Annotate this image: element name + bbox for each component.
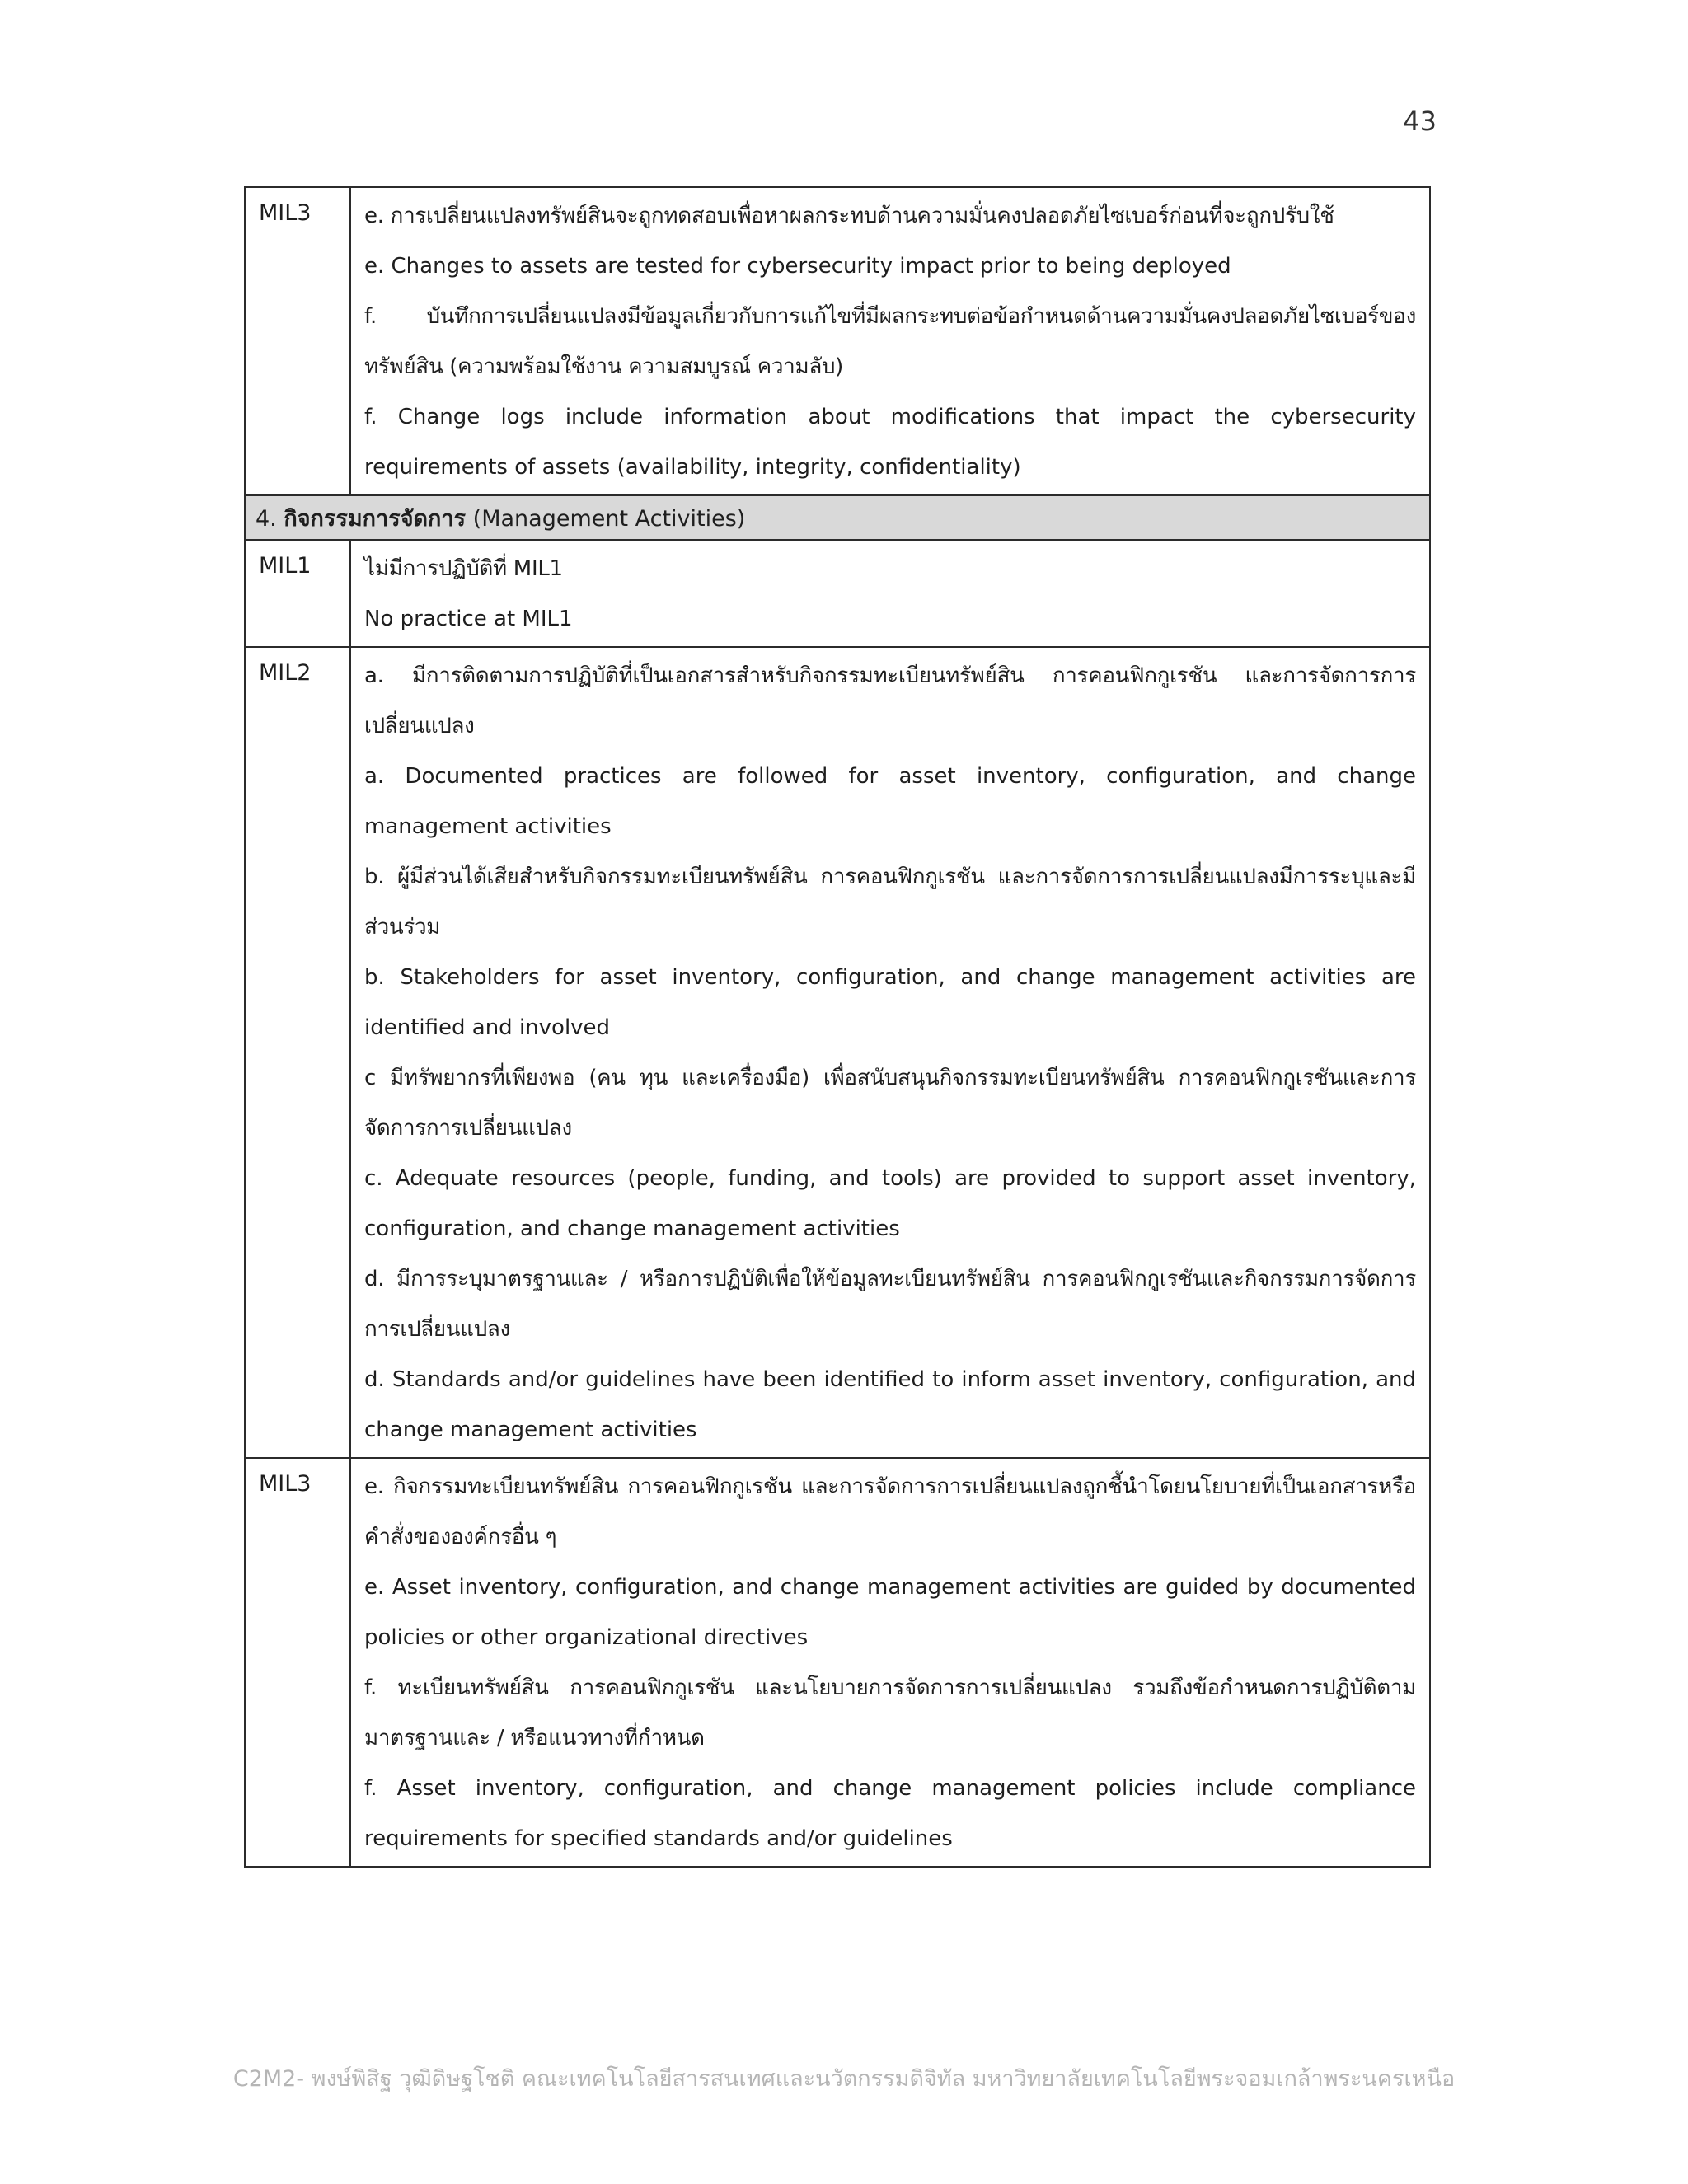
section-header bbox=[245, 495, 1430, 540]
section-header-row bbox=[245, 495, 1430, 540]
practice-text-th: d. มีการระบุมาตรฐานและ / หรือการปฏิบัติเพื่อให้ข้อมูลทะเบียนทรัพย์สิน การคอนฟิกกูเรชันและกิจกรรมการจัดการการเปลี่ยนแปลง bbox=[364, 1267, 1416, 1342]
practice-text-en: e. Asset inventory, configuration, and change management activities are guided by documented policies or other organizational directives bbox=[364, 1575, 1416, 1650]
practice-text-th: ไม่มีการปฏิบัติที่ MIL1 bbox=[364, 556, 563, 581]
page-footer: C2M2- พงษ์พิสิฐ วุฒิดิษฐโชติ คณะเทคโนโลยีสารสนเทศและนวัตกรรมดิจิทัล มหาวิทยาลัยเทคโนโลยีพระจอมเกล้าพระนครเหนือ bbox=[232, 2066, 1456, 2092]
level-cell: MIL3 bbox=[245, 1458, 350, 1867]
maturity-table bbox=[244, 186, 1431, 1868]
practice-text-th: f. บันทึกการเปลี่ยนแปลงมีข้อมูลเกี่ยวกับการแก้ไขที่มีผลกระทบต่อข้อกำหนดด้านความมั่นคงปลอดภัยไซเบอร์ของทรัพย์สิน (ความพร้อมใช้งาน ความสมบูรณ์ ความลับ) bbox=[364, 304, 1416, 379]
practice-text-th: e. การเปลี่ยนแปลงทรัพย์สินจะถูกทดสอบเพื่อหาผลกระทบด้านความมั่นคงปลอดภัยไซเบอร์ก่อนที่จะถูกปรับใช้ bbox=[364, 204, 1334, 228]
practice-cell bbox=[350, 647, 1430, 1458]
section-number: 4. bbox=[256, 505, 277, 532]
section-title-en: (Management Activities) bbox=[472, 505, 746, 532]
level-cell: MIL2 bbox=[245, 647, 350, 1458]
practice-text-th: b. ผู้มีส่วนได้เสียสำหรับกิจกรรมทะเบียนทรัพย์สิน การคอนฟิกกูเรชัน และการจัดการการเปลี่ยนแปลงมีการระบุและมีส่วนร่วม bbox=[364, 865, 1416, 940]
practice-text-en: f. Asset inventory, configuration, and change management policies include compliance requirements for specified standards and/or guidelines bbox=[364, 1776, 1416, 1851]
practice-text-en: f. Change logs include information about modifications that impact the cybersecurity requirements of assets (availability, integrity, confidentiality) bbox=[364, 405, 1416, 480]
table-row bbox=[245, 187, 1430, 495]
practice-text-en: b. Stakeholders for asset inventory, configuration, and change management activities are identified and involved bbox=[364, 965, 1416, 1040]
practice-text-en: d. Standards and/or guidelines have been identified to inform asset inventory, configuration, and change management activities bbox=[364, 1367, 1416, 1442]
practice-text-th: e. กิจกรรมทะเบียนทรัพย์สิน การคอนฟิกกูเรชัน และการจัดการการเปลี่ยนแปลงถูกชี้นำโดยนโยบายที่เป็นเอกสารหรือคำสั่งขององค์กรอื่น ๆ bbox=[364, 1474, 1416, 1549]
practice-text-en: No practice at MIL1 bbox=[364, 607, 573, 631]
practice-text-en: c. Adequate resources (people, funding, and tools) are provided to support asset inventory, configuration, and change management activities bbox=[364, 1166, 1416, 1241]
level-cell: MIL1 bbox=[245, 540, 350, 647]
table-row bbox=[245, 647, 1430, 1458]
level-cell: MIL3 bbox=[245, 187, 350, 495]
practice-text-th: a. มีการติดตามการปฏิบัติที่เป็นเอกสารสำหรับกิจกรรมทะเบียนทรัพย์สิน การคอนฟิกกูเรชัน และการจัดการการเปลี่ยนแปลง bbox=[364, 663, 1416, 738]
section-title-th: กิจกรรมการจัดการ bbox=[284, 505, 467, 532]
practice-cell bbox=[350, 540, 1430, 647]
page-number: 43 bbox=[1403, 105, 1437, 137]
practice-cell bbox=[350, 1458, 1430, 1867]
practice-cell bbox=[350, 187, 1430, 495]
practice-text-en: a. Documented practices are followed for asset inventory, configuration, and change management activities bbox=[364, 764, 1416, 839]
table-row bbox=[245, 540, 1430, 647]
practice-text-th: f. ทะเบียนทรัพย์สิน การคอนฟิกกูเรชัน และนโยบายการจัดการการเปลี่ยนแปลง รวมถึงข้อกำหนดการปฏิบัติตามมาตรฐานและ / หรือแนวทางที่กำหนด bbox=[364, 1675, 1416, 1750]
table-row bbox=[245, 1458, 1430, 1867]
practice-text-en: e. Changes to assets are tested for cybersecurity impact prior to being deployed bbox=[364, 254, 1231, 279]
practice-text-th: c มีทรัพยากรที่เพียงพอ (คน ทุน และเครื่องมือ) เพื่อสนับสนุนกิจกรรมทะเบียนทรัพย์สิน การคอนฟิกกูเรชันและการจัดการการเปลี่ยนแปลง bbox=[364, 1066, 1416, 1141]
